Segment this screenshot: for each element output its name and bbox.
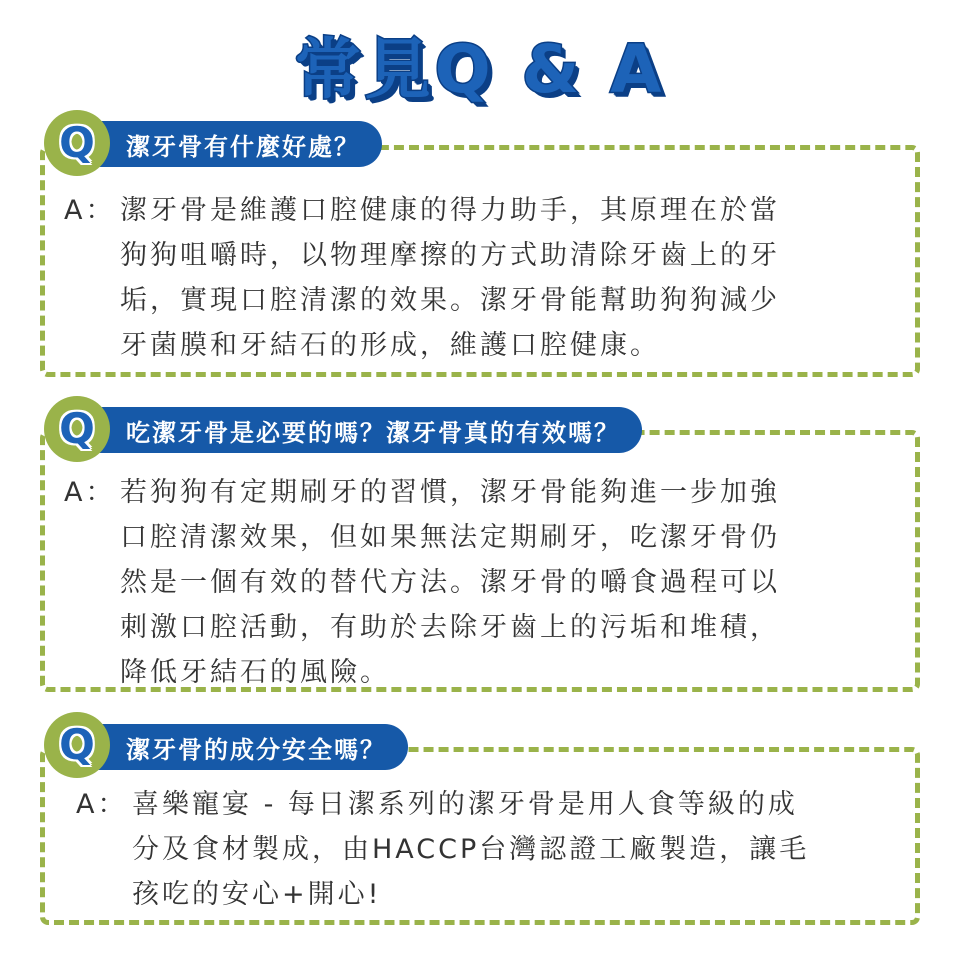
question-2 xyxy=(82,407,642,453)
question-3 xyxy=(82,724,408,770)
answer-prefix: A： xyxy=(76,789,128,820)
q-letter: Q xyxy=(59,404,95,453)
page-title: 常見Q & A xyxy=(294,31,666,108)
answer-2 xyxy=(64,470,896,695)
answer-3 xyxy=(76,782,896,917)
answer-text: 潔牙骨是維護口腔健康的得力助手，其原理在於當 狗狗咀嚼時，以物理摩擦的方式助清除牙齒上的牙 垢，實現口腔清潔的效果。潔牙骨能幫助狗狗減少 牙菌膜和牙結石的形成，維護口腔健康。 xyxy=(120,195,780,361)
question-text: 潔牙骨有什麼好處？ xyxy=(126,132,360,161)
answer-text: 喜樂寵宴 - 每日潔系列的潔牙骨是用人食等級的成 分及食材製成，由HACCP台灣認證工廠製造，讓毛 孩吃的安心+開心! xyxy=(132,789,810,910)
question-1 xyxy=(82,121,382,167)
q-badge-3 xyxy=(44,712,110,778)
q-letter: Q xyxy=(59,720,95,769)
answer-text: 若狗狗有定期刷牙的習慣，潔牙骨能夠進一步加強 口腔清潔效果，但如果無法定期刷牙，吃潔牙骨仍 然是一個有效的替代方法。潔牙骨的嚼食過程可以 刺激口腔活動，有助於去除牙齒上的污垢和堆積， 降低牙結石的風險。 xyxy=(120,477,780,688)
answer-prefix: A： xyxy=(64,195,116,226)
answer-prefix: A： xyxy=(64,477,116,508)
q-letter: Q xyxy=(59,118,95,167)
question-text: 潔牙骨的成分安全嗎？ xyxy=(126,735,386,764)
q-badge-1 xyxy=(44,110,110,176)
question-text: 吃潔牙骨是必要的嗎？潔牙骨真的有效嗎？ xyxy=(126,418,620,447)
q-badge-2 xyxy=(44,396,110,462)
answer-1 xyxy=(64,188,896,368)
